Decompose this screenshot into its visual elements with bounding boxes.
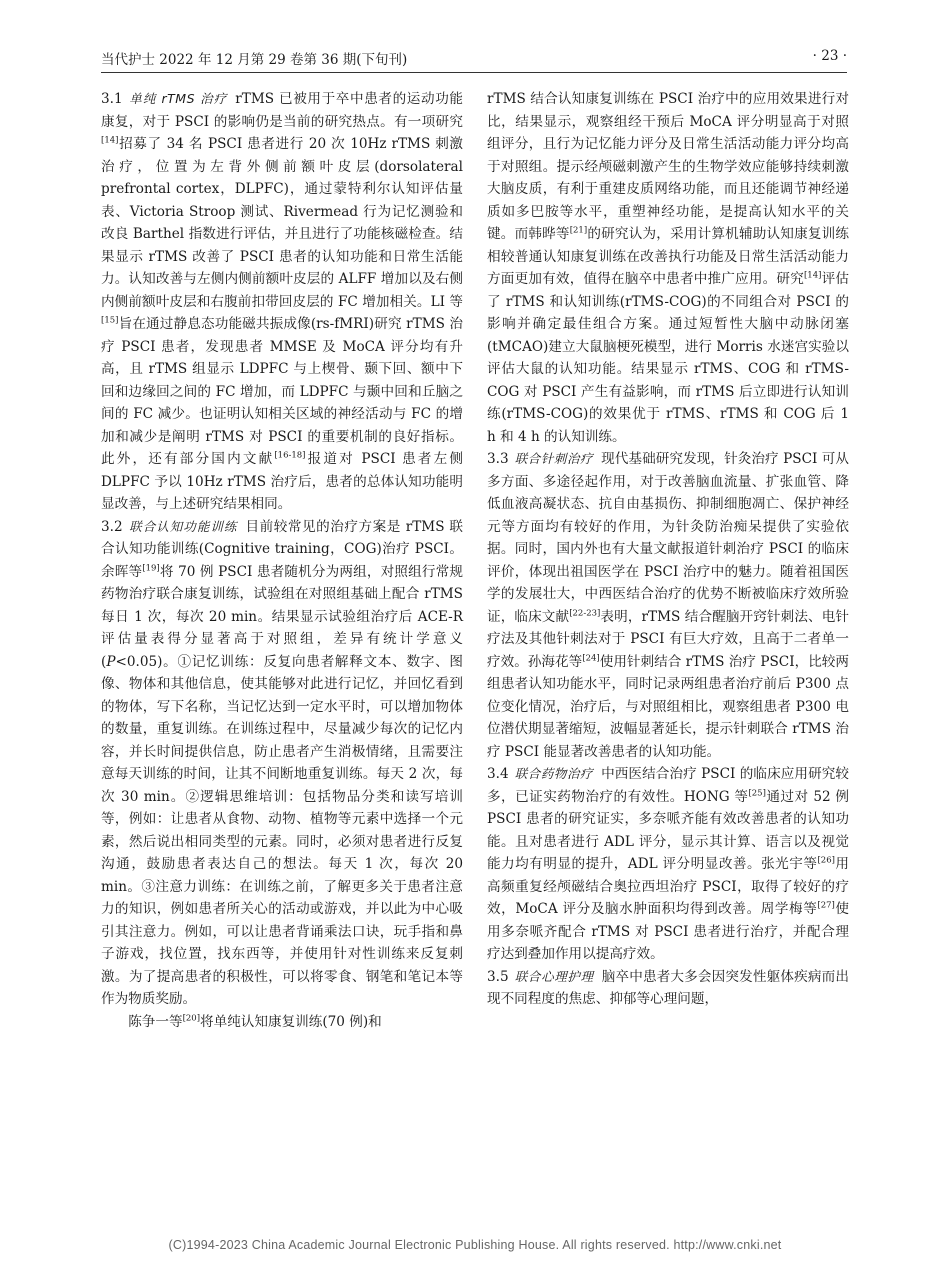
running-header bbox=[101, 44, 847, 73]
body-text: 中西医结合治疗 PSCI 的临床应用研究较多，已证实药物治疗的有效性。HONG 等 bbox=[487, 766, 849, 805]
section-number: 3.4 bbox=[487, 766, 509, 782]
body-text: 评估了 rTMS 和认知训练(rTMS-COG)的不同组合对 PSCI 的影响并确定最佳组合方案。通过短暂性大脑中动脉闭塞(tMCAO)建立大鼠脑梗死模型，进行 Morris 水迷宫实验以评估大鼠的认知功能。结果显示 rTMS、COG 和 rTMS-COG 对 PSCI 产生有益影响，而 rTMS 后立即进行认知训练(rTMS-COG)的效果优于 rTMS、rTMS 和 COG 后 1 h 和 4 h 的认知训练。 bbox=[487, 271, 850, 445]
section-3-3 bbox=[487, 448, 849, 763]
citation-ref[interactable]: [15] bbox=[101, 315, 119, 326]
body-text: 将 70 例 PSCI 患者随机分为两组，对照组行常规药物治疗联合康复训练，试验组在对照组基础上配合 rTMS 每日 1 次，每次 20 min。结果显示试验组治疗后 ACE-R 评估量表得分显著高于对照组，差异有统计学意义( bbox=[101, 563, 463, 670]
body-text: 脑卒中患者大多会因突发性躯体疾病而出现不同程度的焦虑、抑郁等心理问题， bbox=[487, 968, 849, 1007]
section-number: 3.5 bbox=[487, 968, 509, 985]
section-number: 3.1 bbox=[101, 91, 123, 107]
section-3-5 bbox=[487, 966, 849, 1011]
body-text: 报道对 PSCI 患者左侧 DLPFC 予以 10Hz rTMS 治疗后，患者的总体认知功能明显改善，与上述研究结果相同。 bbox=[101, 451, 463, 512]
citation-ref[interactable]: [25] bbox=[748, 787, 766, 798]
section-title: 联合认知功能训练 bbox=[128, 518, 238, 534]
body-text: 使用针刺结合 rTMS 治疗 PSCI，比较两组患者认知功能水平，同时记录两组患者治疗前后 P300 点位变化情况，治疗后，与对照组相比，观察组患者 P300 电位潜伏期显著缩短，波幅显著延长，提示针刺联合 rTMS 治疗 PSCI 能显著改善患者的认知功能。 bbox=[487, 653, 850, 760]
citation-ref[interactable]: [16-18] bbox=[274, 450, 306, 461]
body-text: <0.05)。①记忆训练：反复向患者解释文本、数字、图像、物体和其他信息，使其能够对此进行记忆，并回忆看到的物体，写下名称，当记忆达到一定水平时，可以增加物体的数量，重复训练。在训练过程中，尽量减少每次的记忆内容，并长时间提供信息，防止患者产生消极情绪，且需要注意每天训练的时间，让其不间断地重复训练。每天 2 次，每次 30 min。②逻辑思维培训：包括物品分类和读写培训等，例如：让患者从食物、动物、植物等元素中选择一个元素，然后说出相同类型的元素。同时，必须对患者进行反复沟通，鼓励患者表达自己的想法。每天 1 次，每次 20 min。③注意力训练：在训练之前，了解更多关于患者注意力的知识，例如患者所关心的活动或游戏，并以此为中心吸引其注意力。例如，可以让患者背诵乘法口诀，玩手指和鼻子游戏，找位置，找东西等，并使用针对性训练来反复刺激。为了提高患者的积极性，可以将零食、钢笔和笔记本等作为物质奖励。 bbox=[101, 653, 463, 1007]
citation-ref[interactable]: [14] bbox=[101, 135, 119, 146]
paragraph bbox=[101, 1011, 463, 1034]
citation-ref[interactable]: [24] bbox=[582, 652, 600, 663]
body-text: 表明，rTMS 结合醒脑开窍针刺法、电针疗法及其他针刺法对于 PSCI 有巨大疗效，且高于二者单一疗效。孙海花等 bbox=[487, 608, 849, 670]
section-title: 联合针刺治疗 bbox=[514, 451, 594, 466]
section-title: 联合心理护理 bbox=[514, 968, 594, 984]
section-title: 单纯 rTMS 治疗 bbox=[128, 91, 228, 106]
body-text: 旨在通过静息态功能磁共振成像(rs-fMRI)研究 rTMS 治疗 PSCI 患者，发现患者 MMSE 及 MoCA 评分均有升高，且 rTMS 组显示 LDPFC 与上楔骨、颞下回、额中下回和边缘回之间的 FC 增加，而 LDPFC 与颞中回和丘脑之间的 FC 减少。也证明认知相关区域的神经活动与 FC 的增加和减少是阐明 rTMS 对 PSCI 的重要机制的良好指标。此外，还有部分国内文献 bbox=[101, 316, 463, 467]
body-text: 陈争一等 bbox=[128, 1013, 183, 1030]
section-number: 3.2 bbox=[101, 518, 123, 535]
body-text: 用高频重复经颅磁结合奥拉西坦治疗 PSCI，取得了较好的疗效，MoCA 评分及脑水肿面积均得到改善。周学梅等 bbox=[487, 856, 850, 917]
citation-ref[interactable]: [19] bbox=[142, 562, 160, 573]
body-text: 通过对 52 例 PSCI 患者的研究证实，多奈哌齐能有效改善患者的认知功能。且对患者进行 ADL 评分，显示其计算、语言以及视觉能力均有明显的提升，ADL 评分明显改善。张光宇等 bbox=[487, 788, 849, 872]
body-text: 将单纯认知康复训练(70 例)和 bbox=[200, 1013, 382, 1030]
citation-ref[interactable]: [14] bbox=[803, 270, 822, 281]
body-text: 现代基础研究发现，针灸治疗 PSCI 可从多方面、多途径起作用，对于改善脑血流量、扩张血管、降低血液高凝状态、抗自由基损伤、抑制细胞凋亡、保护神经元等方面均有较好的作用，为针灸防治痴呆提供了实验依据。同时，国内外也有大量文献报道针刺治疗 PSCI 的临床评价，体现出祖国医学在 PSCI 治疗中的魅力。随着祖国医学的发展壮大，中西医结合治疗的优势不断被临床疗效所验证，临床文献 bbox=[487, 451, 849, 625]
page-number: · 23 · bbox=[812, 48, 847, 64]
body-text: rTMS 结合认知康复训练在 PSCI 治疗中的应用效果进行对比，结果显示，观察组经干预后 MoCA 评分明显高于对照组评分，且行为记忆能力评分及日常生活活动能力评分均高于对照组。提示经颅磁刺激产生的生物学效应能够持续刺激大脑皮质，有利于重建皮质网络功能，而且还能调节神经递质如多巴胺等水平，重塑神经功能，是提高认知水平的关键。而韩晔等 bbox=[487, 91, 849, 242]
section-title: 联合药物治疗 bbox=[514, 766, 594, 781]
left-column bbox=[101, 88, 463, 1033]
citation-ref[interactable]: [22-23] bbox=[569, 607, 601, 618]
journal-issue: 当代护士 2022 年 12 月第 29 卷第 36 期(下旬刊) bbox=[101, 52, 408, 68]
copyright-footer: (C)1994-2023 China Academic Journal Electronic Publishing House. All rights reserved. http://www.cnki.net bbox=[168, 1238, 782, 1252]
citation-ref[interactable]: [20] bbox=[182, 1012, 201, 1023]
section-3-2 bbox=[101, 516, 463, 1011]
body-text: 的研究认为，采用计算机辅助认知康复训练相较普通认知康复训练在改善执行功能及日常生活活动能力方面更加有效，值得在脑卒中患者中推广应用。研究 bbox=[487, 226, 850, 287]
body-text: 目前较常见的治疗方案是 rTMS 联合认知功能训练(Cognitive training，COG)治疗 PSCI。余晖等 bbox=[101, 518, 463, 580]
body-text: 招募了 34 名 PSCI 患者进行 20 次 10Hz rTMS 刺激治疗，位置为左背外侧前额叶皮层(dorsolateral prefrontal cortex，DLPFC)，通过蒙特利尔认知评估量表、Victoria Stroop 测试、Rivermead 行为记忆测验和改良 Barthel 指数进行评估，并且进行了功能核磁检查。结果显示 rTMS 改善了 PSCI 患者的认知功能和日常生活能力。认知改善与左侧内侧前额叶皮层的 ALFF 增加以及右侧内侧前额叶皮层和右腹前扣带回皮层的 FC 增加相关。LI 等 bbox=[101, 136, 463, 310]
p-value-symbol: P bbox=[106, 653, 116, 670]
right-column bbox=[487, 88, 849, 1011]
body-text: 使用多奈哌齐配合 rTMS 对 PSCI 患者进行治疗，并配合理疗达到叠加作用以提高疗效。 bbox=[487, 901, 849, 962]
citation-ref[interactable]: [26] bbox=[817, 855, 835, 866]
section-3-4 bbox=[487, 763, 849, 966]
paragraph-continued bbox=[487, 88, 849, 448]
section-3-1 bbox=[101, 88, 463, 516]
body-text: rTMS 已被用于卒中患者的运动功能康复，对于 PSCI 的影响仍是当前的研究热点。有一项研究 bbox=[101, 91, 463, 130]
citation-ref[interactable]: [27] bbox=[817, 900, 835, 911]
citation-ref[interactable]: [21] bbox=[569, 225, 588, 236]
section-number: 3.3 bbox=[487, 451, 509, 467]
